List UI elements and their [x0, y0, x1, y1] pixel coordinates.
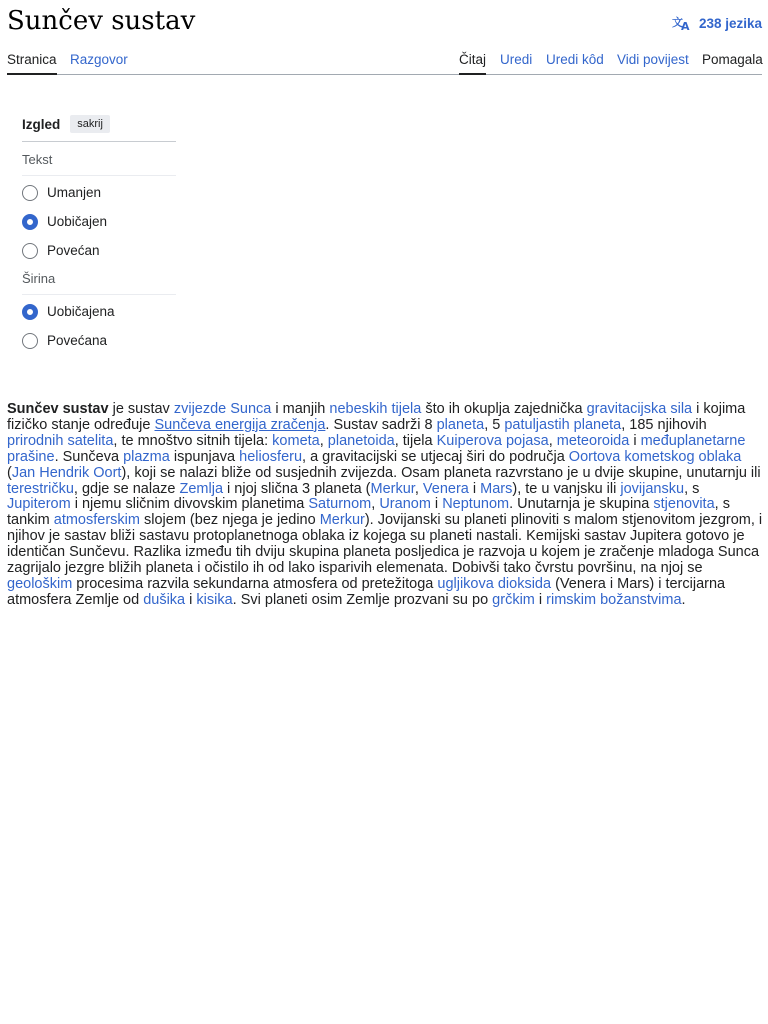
article-text: i njemu sličnim divovskim planetima	[70, 496, 309, 513]
radio-button[interactable]	[22, 304, 38, 320]
width-heading: Širina	[22, 271, 56, 286]
tab-page[interactable]: Stranica	[7, 52, 57, 75]
svg-text:A: A	[680, 20, 690, 31]
radio-label: Povećan	[47, 243, 100, 258]
page-title: Sunčev sustav	[7, 6, 196, 36]
article-link[interactable]: Jan Hendrik Oort	[11, 464, 122, 481]
article-text: i kojima fizičko stanje određuje	[7, 401, 746, 433]
article-link[interactable]: gravitacijska sila	[586, 401, 693, 417]
article-text: je sustav	[108, 401, 174, 417]
article-text: i njoj slična 3 planeta (	[223, 480, 371, 497]
radio-label: Uobičajen	[47, 214, 108, 229]
article-link[interactable]: Saturnom	[308, 496, 372, 513]
article-text: . Svi planeti osim Zemlje prozvani su po	[232, 591, 493, 608]
divider	[22, 141, 176, 142]
article-link[interactable]: zvijezde Sunca	[173, 401, 272, 417]
article-link[interactable]: Sunčeva energija zračenja	[154, 416, 326, 433]
article-text: i manjih	[271, 401, 330, 417]
article-subject: Sunčev sustav	[7, 401, 109, 417]
article-link[interactable]: nebeskih tijela	[329, 401, 422, 417]
article-link[interactable]: kisika	[196, 591, 233, 608]
translate-icon	[672, 15, 692, 31]
tab-read[interactable]: Čitaj	[459, 52, 486, 75]
divider	[22, 175, 176, 176]
article-link[interactable]: patuljastih planeta	[504, 416, 622, 433]
width-option[interactable]	[22, 326, 176, 355]
article-link[interactable]: Kuiperova pojasa	[436, 432, 549, 449]
appearance-hide-button[interactable]: sakrij	[70, 115, 110, 133]
radio-label: Umanjen	[47, 185, 102, 200]
article-text: i	[629, 432, 641, 449]
article-paragraph	[7, 402, 765, 609]
radio-button[interactable]	[22, 243, 38, 259]
radio-button[interactable]	[22, 185, 38, 201]
radio-button[interactable]	[22, 214, 38, 230]
article-text: i	[430, 496, 443, 513]
tab-tools[interactable]: Pomagala	[702, 52, 763, 67]
radio-button[interactable]	[22, 333, 38, 349]
article-text: . Sunčeva	[54, 448, 124, 465]
article-text: ,	[371, 496, 380, 513]
article-link[interactable]: atmosferskim	[53, 512, 140, 529]
article-link[interactable]: Oortova kometskog oblaka	[568, 448, 742, 465]
article-text: i	[185, 591, 197, 608]
article-link[interactable]: meteoroida	[556, 432, 630, 449]
article-text: ispunjava	[169, 448, 240, 465]
tab-edit-source[interactable]: Uredi kôd	[546, 52, 604, 67]
tab-history[interactable]: Vidi povijest	[617, 52, 689, 67]
article-link[interactable]: grčkim	[492, 591, 535, 608]
width-option[interactable]	[22, 297, 176, 326]
article-link[interactable]: kometa	[272, 432, 320, 449]
appearance-title: Izgled	[22, 116, 61, 132]
article-text: i	[534, 591, 547, 608]
tab-talk[interactable]: Razgovor	[70, 52, 128, 67]
article-text: , gdje se nalaze	[73, 480, 180, 497]
article-link[interactable]: jovijansku	[620, 480, 685, 497]
article-link[interactable]: dušika	[143, 591, 186, 608]
article-text: , s tankim	[7, 496, 730, 529]
article-link[interactable]: Merkur	[319, 512, 365, 529]
divider	[22, 294, 176, 295]
article-link[interactable]: terestričku	[7, 480, 74, 497]
text-size-option[interactable]	[22, 236, 176, 265]
language-button[interactable]	[672, 15, 762, 31]
article-text: . Sustav sadrži 8	[325, 416, 437, 433]
article-text: slojem (bez njega je jedino	[139, 512, 320, 529]
article-text: , tijela	[394, 432, 437, 449]
article-text: što ih okuplja zajednička	[421, 401, 587, 417]
article-text: (Venera i Mars) i tercijarna atmosfera Zemlje od	[7, 575, 726, 608]
article-link[interactable]: planetoida	[327, 432, 395, 449]
article-text: ), te u vanjsku ili	[512, 480, 621, 497]
article-text: ). Jovijanski su planeti plinoviti s malom stjenovitom jezgrom, i njihov je sastav bliži sastavu protoplanetnoga oblaka iz kojega su planeti nastali. Kemijski sastav Jupitera gotovo je identičan Sunčevu. Razlika između tih dviju skupina planeta posljedica je razvoja u kojem je zračenje mladoga Sunca zagrijalo jezgre bližih planeta i očistilo ih od lako isparivih elemenata. Dobivši tako čvrstu površinu, na njoj se	[7, 512, 763, 577]
article-text: ,	[319, 432, 328, 449]
article-link[interactable]: stjenovita	[653, 496, 715, 513]
article-text: i	[468, 480, 481, 497]
article-text: , s	[684, 480, 700, 497]
language-count: 238 jezika	[698, 15, 762, 31]
article-link[interactable]: ugljikova dioksida	[437, 575, 552, 592]
appearance-panel	[22, 112, 176, 355]
radio-label: Uobičajena	[47, 304, 115, 319]
page-tabs	[7, 44, 762, 75]
radio-label: Povećana	[47, 333, 108, 348]
article-text: ,	[414, 480, 423, 497]
article-body	[7, 402, 765, 609]
article-text: (	[7, 464, 12, 481]
article-link[interactable]: rimskim božanstvima	[546, 591, 682, 608]
svg-text:文: 文	[671, 16, 683, 29]
article-text: ,	[548, 432, 557, 449]
article-text: , te mnoštvo sitnih tijela:	[113, 432, 273, 449]
article-link[interactable]: planeta	[436, 416, 485, 433]
text-size-option[interactable]	[22, 207, 176, 236]
article-link[interactable]: geološkim	[7, 575, 73, 592]
article-text: ), koji se nalazi bliže od susjednih zvijezda. Osam planeta razvrstano je u dvije skupine, unutarnju ili	[121, 464, 761, 481]
article-link[interactable]: međuplanetarne prašine	[7, 432, 746, 465]
article-link[interactable]: heliosferu	[239, 448, 303, 465]
article-link[interactable]: Neptunom	[442, 496, 510, 513]
article-link[interactable]: Mars	[480, 480, 513, 497]
article-text: . Unutarnja je skupina	[509, 496, 654, 513]
text-size-heading: Tekst	[22, 152, 53, 167]
article-text: procesima razvila sekundarna atmosfera od pretežitoga	[72, 575, 438, 592]
text-size-option[interactable]	[22, 178, 176, 207]
article-text: , 185 njihovih	[621, 416, 707, 433]
article-text: , a gravitacijski se utjecaj širi do područja	[302, 448, 569, 465]
article-text: , 5	[484, 416, 505, 433]
article-link[interactable]: Merkur	[370, 480, 415, 497]
article-link[interactable]: Jupiterom	[7, 496, 71, 513]
article-text: .	[681, 591, 686, 608]
article-link[interactable]: Venera	[422, 480, 469, 497]
article-link[interactable]: Zemlja	[179, 480, 224, 497]
article-link[interactable]: prirodnih satelita	[7, 432, 114, 449]
tab-edit[interactable]: Uredi	[500, 52, 533, 67]
article-link[interactable]: plazma	[123, 448, 170, 465]
article-link[interactable]: Uranom	[379, 496, 431, 513]
